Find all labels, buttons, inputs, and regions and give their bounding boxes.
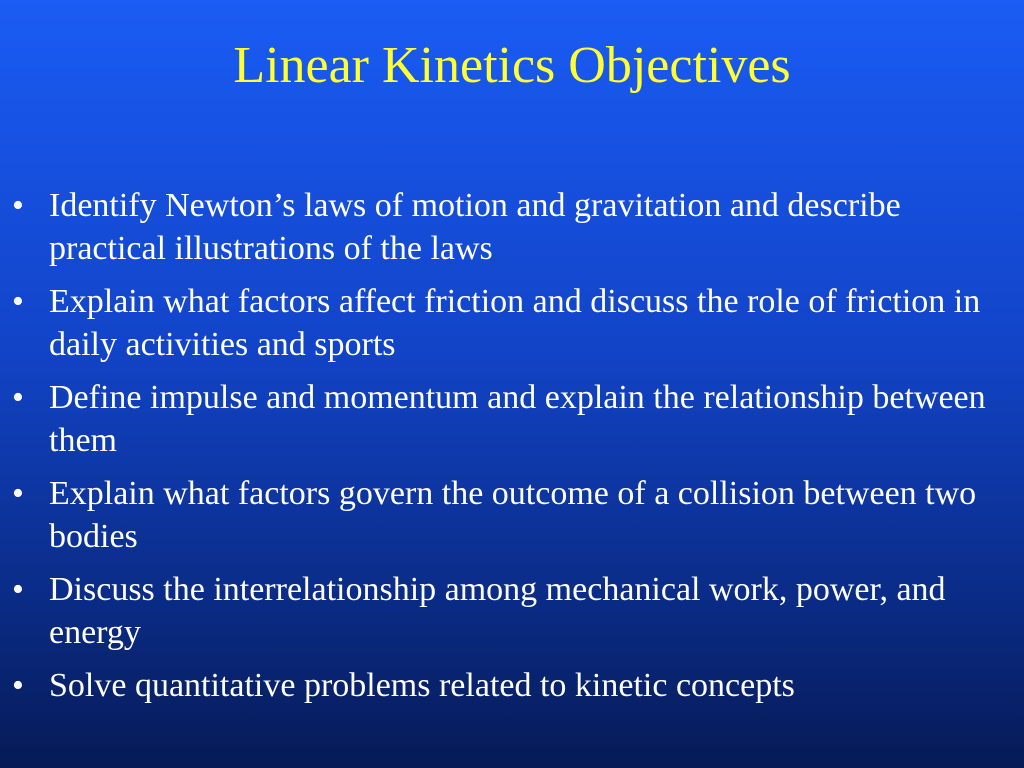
- bullet-list: [12, 184, 1012, 717]
- bullet-item: [12, 472, 1012, 558]
- bullet-icon: •: [12, 571, 24, 608]
- bullet-item: [12, 376, 1012, 462]
- bullet-text: Identify Newton’s laws of motion and gravitation and describe practical illustrations of the laws: [49, 187, 901, 267]
- bullet-text: Define impulse and momentum and explain the relationship between them: [49, 379, 986, 459]
- bullet-icon: •: [12, 475, 24, 512]
- slide-title: Linear Kinetics Objectives: [233, 37, 791, 94]
- bullet-text: Discuss the interrelationship among mechanical work, power, and energy: [49, 571, 946, 651]
- bullet-text: Solve quantitative problems related to kinetic concepts: [49, 667, 795, 704]
- bullet-icon: •: [12, 667, 24, 704]
- bullet-text: Explain what factors govern the outcome of a collision between two bodies: [49, 475, 977, 555]
- bullet-item: [12, 664, 1012, 707]
- bullet-text: Explain what factors affect friction and discuss the role of friction in daily activities and sports: [49, 283, 981, 363]
- bullet-icon: •: [12, 379, 24, 416]
- bullet-icon: •: [12, 283, 24, 320]
- bullet-icon: •: [12, 187, 24, 224]
- bullet-item: [12, 568, 1012, 654]
- bullet-item: [12, 184, 1012, 270]
- bullet-item: [12, 280, 1012, 366]
